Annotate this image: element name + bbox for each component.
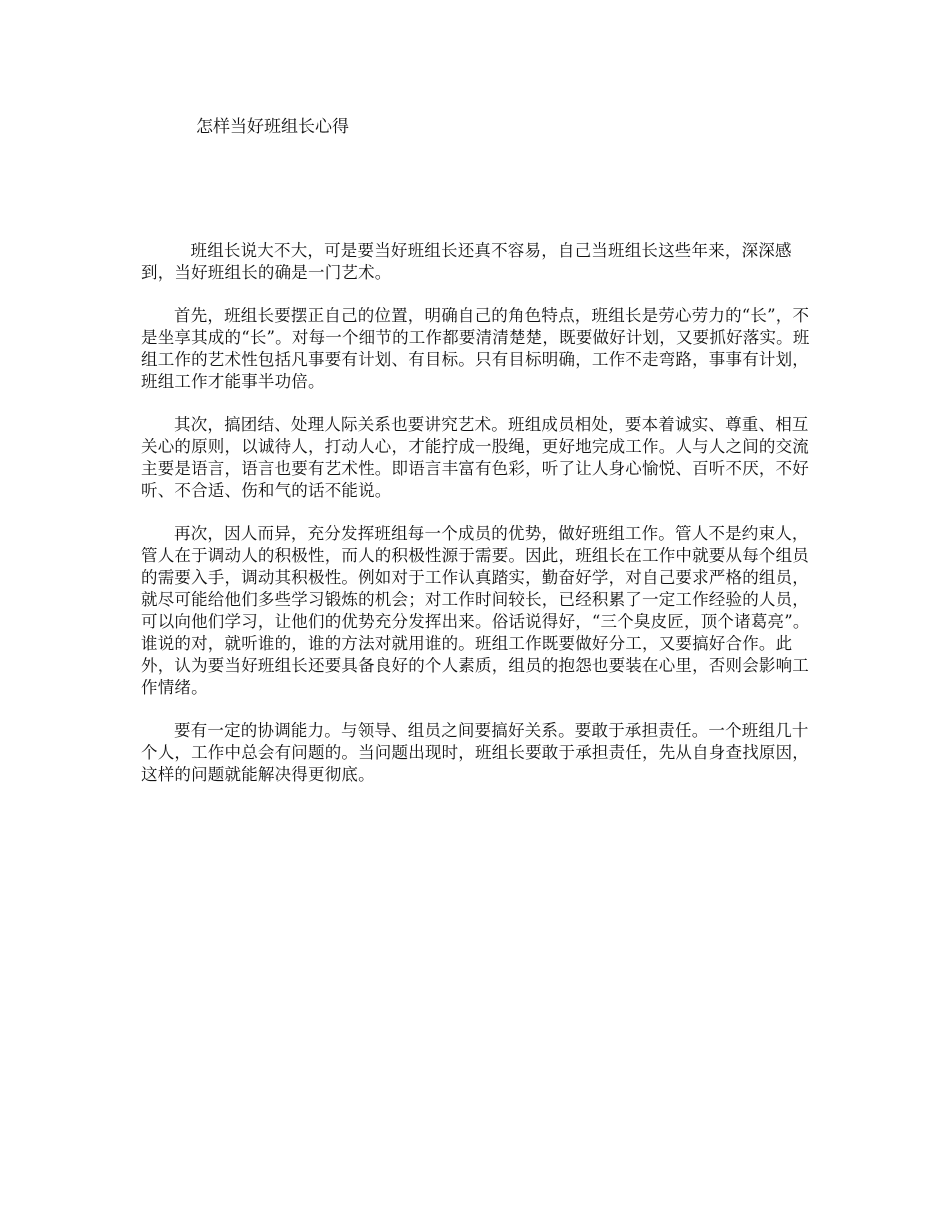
document-body	[141, 240, 821, 807]
paragraph-second-point: 其次，搞团结、处理人际关系也要讲究艺术。班组成员相处，要本着诚实、尊重、相互关心的原则，以诚待人，打动人心，才能拧成一股绳，更好地完成工作。人与人之间的交流主要是语言，语言也要有艺术性。即语言丰富有色彩，听了让人身心愉悦、百听不厌，不好听、不合适、伤和气的话不能说。	[141, 415, 809, 500]
paragraph-first-point: 首先，班组长要摆正自己的位置，明确自己的角色特点，班组长是劳心劳力的“长”，不是坐享其成的“长”。对每一个细节的工作都要清清楚楚，既要做好计划，又要抓好落实。班组工作的艺术性包括凡事要有计划、有目标。只有目标明确，工作不走弯路，事事有计划，班组工作才能事半功倍。	[141, 306, 810, 391]
paragraph-fourth-point: 要有一定的协调能力。与领导、组员之间要搞好关系。要敢于承担责任。一个班组几十个人，工作中总会有问题的。当问题出现时，班组长要敢于承担责任，先从自身查找原因，这样的问题就能解决得更彻底。	[141, 721, 809, 784]
paragraph-third-point: 再次，因人而异，充分发挥班组每一个成员的优势，做好班组工作。管人不是约束人，管人在于调动人的积极性，而人的积极性源于需要。因此，班组长在工作中就要从每个组员的需要入手，调动其积极性。例如对于工作认真踏实，勤奋好学，对自己要求严格的组员，就尽可能给他们多些学习锻炼的机会；对工作时间较长，已经积累了一定工作经验的人员，可以向他们学习，让他们的优势充分发挥出来。俗话说得好，“三个臭皮匠，顶个诸葛亮”。谁说的对，就听谁的，谁的方法对就用谁的。班组工作既要做好分工，又要搞好合作。此外，认为要当好班组长还要具备良好的个人素质，组员的抱怨也要装在心里，否则会影响工作情绪。	[141, 524, 810, 697]
document-title: 怎样当好班组长心得	[196, 117, 349, 137]
paragraph-intro: 班组长说大不大，可是要当好班组长还真不容易，自己当班组长这些年来，深深感到，当好班组长的确是一门艺术。	[141, 241, 792, 282]
